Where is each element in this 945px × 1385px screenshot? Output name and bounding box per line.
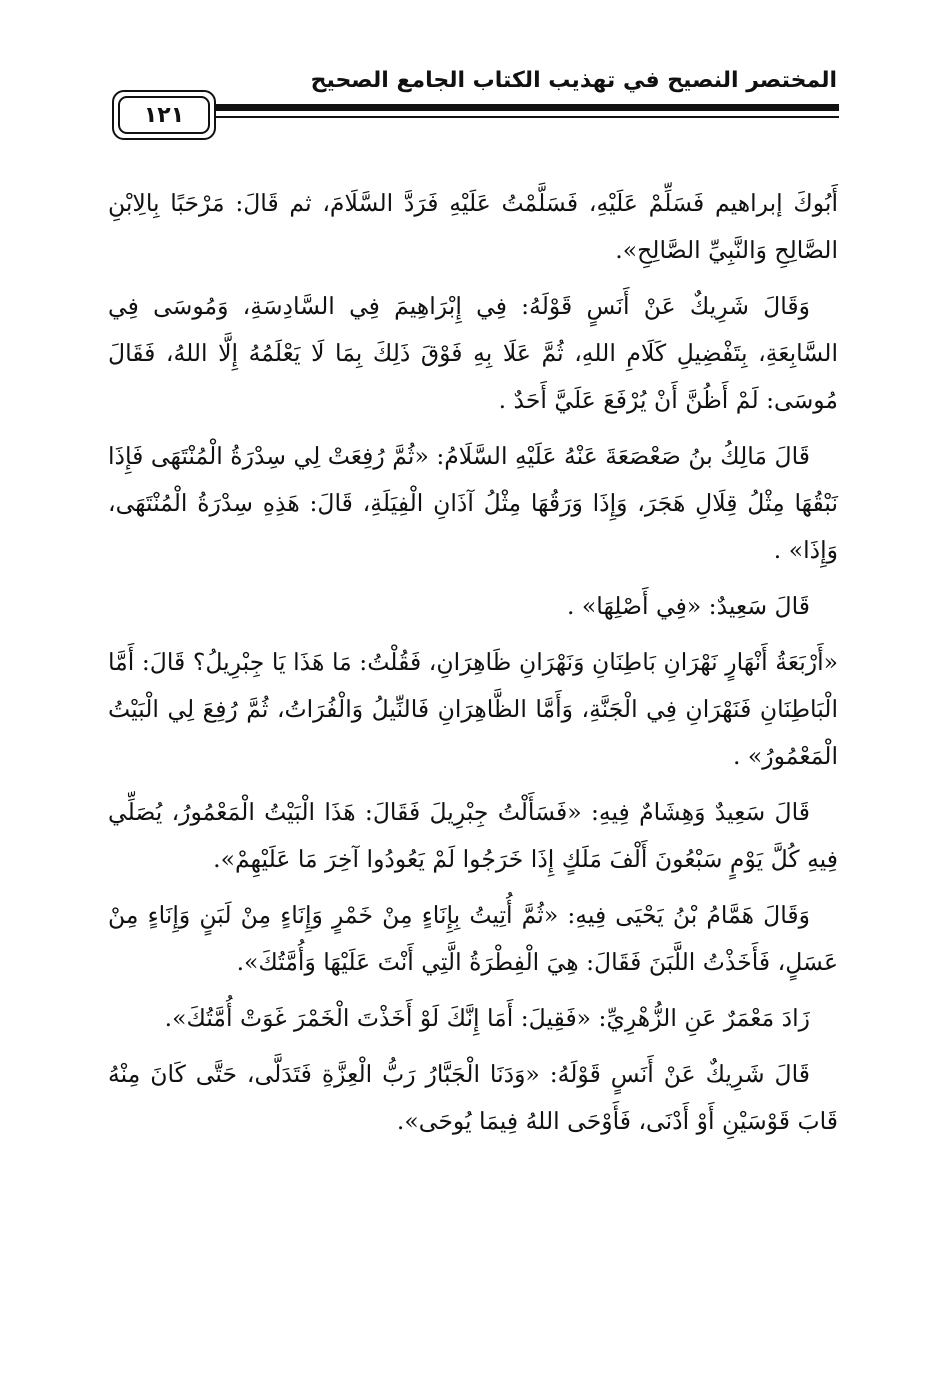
paragraph: قَالَ شَرِيكٌ عَنْ أَنَسٍ قَوْلَهُ: «وَدَنَا الْجَبَّارُ رَبُّ الْعِزَّةِ فَتَدَلَّى، حَتَّى كَانَ مِنْهُ قَابَ قَوْسَيْنِ أَوْ أَدْنَى، فَأَوْحَى اللهُ فِيمَا يُوحَى». (108, 1060, 838, 1135)
header-rule-thin (208, 116, 839, 118)
paragraph: «أَرْبَعَةُ أَنْهَارٍ نَهْرَانِ بَاطِنَانِ وَنَهْرَانِ ظَاهِرَانِ، فَقُلْتُ: مَا هَذَا يَا جِبْرِيلُ؟ قَالَ: أَمَّا الْبَاطِنَانِ فَنَهْرَانِ فِي الْجَنَّةِ، وَأَمَّا الظَّاهِرَانِ فَالنِّيلُ وَالْفُرَاتُ، ثُمَّ رُفِعَ لِي الْبَيْتُ الْمَعْمُورُ» . (108, 648, 838, 770)
page-number: ١٢١ (118, 96, 210, 134)
page-number-box (112, 90, 216, 140)
paragraph: قَالَ سَعِيدٌ وَهِشَامٌ فِيهِ: «فَسَأَلْتُ جِبْرِيلَ فَقَالَ: هَذَا الْبَيْتُ الْمَعْمُورُ، يُصَلِّي فِيهِ كُلَّ يَوْمٍ سَبْعُونَ أَلْفَ مَلَكٍ إِذَا خَرَجُوا لَمْ يَعُودُوا آخِرَ مَا عَلَيْهِمْ». (108, 798, 838, 873)
paragraph: قَالَ سَعِيدٌ: «فِي أَصْلِهَا» . (566, 592, 810, 620)
paragraph: أَبُوكَ إبراهيم فَسَلِّمْ عَلَيْهِ، فَسَلَّمْتُ عَلَيْهِ فَرَدَّ السَّلَامَ، ثم قَالَ: مَرْحَبًا بِالِابْنِ الصَّالِحِ وَالنَّبِيِّ الصَّالِحِ». (108, 189, 838, 264)
paragraph: وَقَالَ شَرِيكٌ عَنْ أَنَسٍ قَوْلَهُ: فِي إِبْرَاهِيمَ فِي السَّادِسَةِ، وَمُوسَى فِي السَّابِعَةِ، بِتَفْضِيلِ كَلَامِ اللهِ، ثُمَّ عَلَا بِهِ فَوْقَ ذَلِكَ بِمَا لَا يَعْلَمُهُ إِلَّا اللهُ، فَقَالَ مُوسَى: لَمْ أَظُنَّ أَنْ يُرْفَعَ عَلَيَّ أَحَدٌ . (108, 292, 838, 414)
running-title: المختصر النصيح في تهذيب الكتاب الجامع الصحيح (310, 68, 837, 93)
paragraph: زَادَ مَعْمَرٌ عَنِ الزُّهْرِيِّ: «فَقِيلَ: أَمَا إِنَّكَ لَوْ أَخَذْتَ الْخَمْرَ غَوَتْ أُمَّتُكَ». (164, 1004, 810, 1032)
paragraph: وَقَالَ هَمَّامُ بْنُ يَحْيَى فِيهِ: «ثُمَّ أُتِيتُ بِإِنَاءٍ مِنْ خَمْرٍ وَإِنَاءٍ مِنْ لَبَنٍ وَإِنَاءٍ مِنْ عَسَلٍ، فَأَخَذْتُ اللَّبَنَ فَقَالَ: هِيَ الْفِطْرَةُ الَّتِي أَنْتَ عَلَيْهَا وَأُمَّتُكَ». (108, 901, 838, 976)
header-rule (208, 104, 839, 111)
paragraph: قَالَ مَالِكُ بنُ صَعْصَعَةَ عَنْهُ عَلَيْهِ السَّلَامُ: «ثُمَّ رُفِعَتْ لِي سِدْرَةُ الْمُنْتَهَى فَإِذَا نَبْقُهَا مِثْلُ قِلَالِ هَجَرَ، وَإِذَا وَرَقُهَا مِثْلُ آذَانِ الْفِيَلَةِ، قَالَ: هَذِهِ سِدْرَةُ الْمُنْتَهَى، وَإِذَا» . (108, 442, 838, 564)
main-text (108, 180, 838, 1154)
